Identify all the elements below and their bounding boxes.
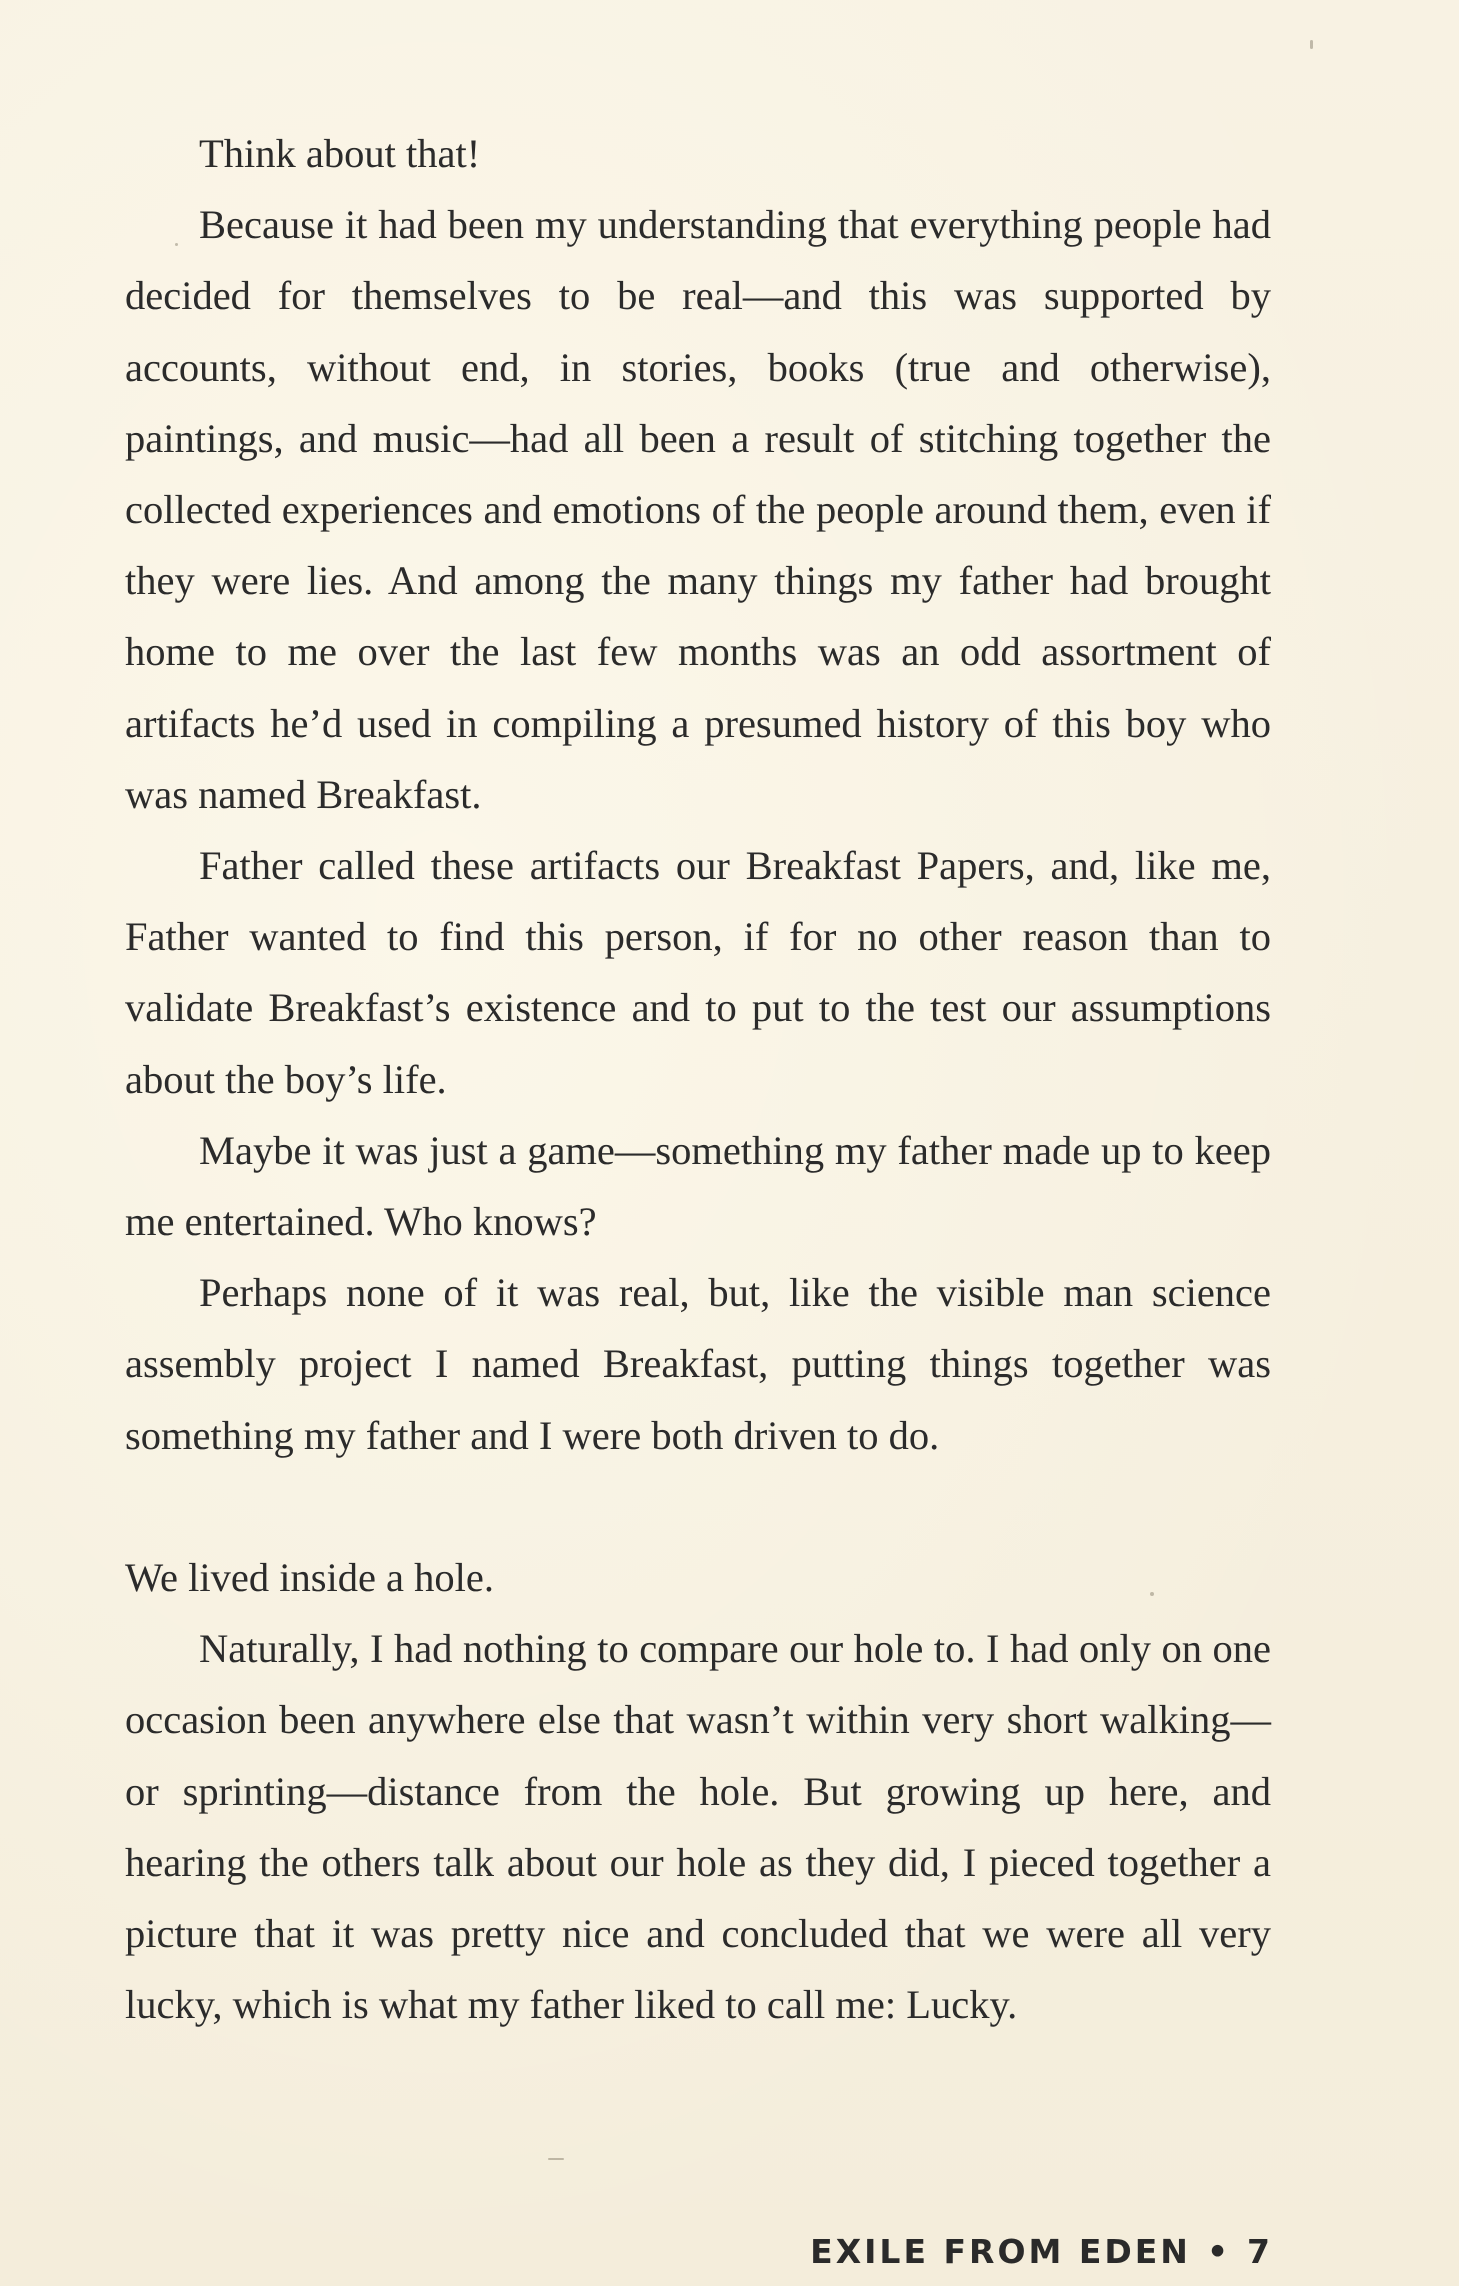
paragraph: Father called these artifacts our Breakfast Papers, and, like me, Father wanted to find this person, if for no other reason than to validate Breakfast’s existence and to put to the test our assumptions about the boy’s life. — [125, 843, 1271, 1102]
paragraph: Naturally, I had nothing to compare our hole to. I had only on one occasion been anywhere else that wasn’t within very short walking—or sprinting—distance from the hole. But growing up here, and hearing the others talk about our hole as they did, I pieced together a picture that it was pretty nice and concluded that we were all very lucky, which is what my father liked to call me: Lucky. — [125, 1626, 1271, 2028]
paper-speck — [175, 243, 178, 246]
paper-speck — [1150, 1592, 1154, 1596]
paragraph: Because it had been my understanding that everything people had decided for themselves to be real—and this was supported by accounts, without end, in stories, books (true and otherwise), paintings, and music—had all been a result of stitching together the collected experiences and emotions of the people around them, even if they were lies. And among the many things my father had brought home to me over the last few months was an odd assortment of artifacts he’d used in compiling a presumed history of this boy who was named Breakfast. — [125, 202, 1271, 817]
paragraph: Maybe it was just a game—something my father made up to keep me entertained. Who knows? — [125, 1127, 1271, 1245]
paper-speck — [548, 2158, 564, 2160]
footer-separator: • — [1206, 2232, 1232, 2271]
paragraph: We lived inside a hole. — [125, 1555, 495, 1601]
book-title: EXILE FROM EDEN — [810, 2232, 1191, 2271]
section-break — [125, 1471, 1271, 1542]
body-text — [125, 118, 1271, 2040]
paragraph: Think about that! — [199, 131, 481, 176]
running-footer — [810, 2232, 1273, 2271]
page-number: 7 — [1247, 2232, 1273, 2271]
paper-speck — [1310, 40, 1313, 49]
paragraph: Perhaps none of it was real, but, like the visible man science assembly project I named Breakfast, putting things together was something my father and I were both driven to do. — [125, 1270, 1271, 1458]
